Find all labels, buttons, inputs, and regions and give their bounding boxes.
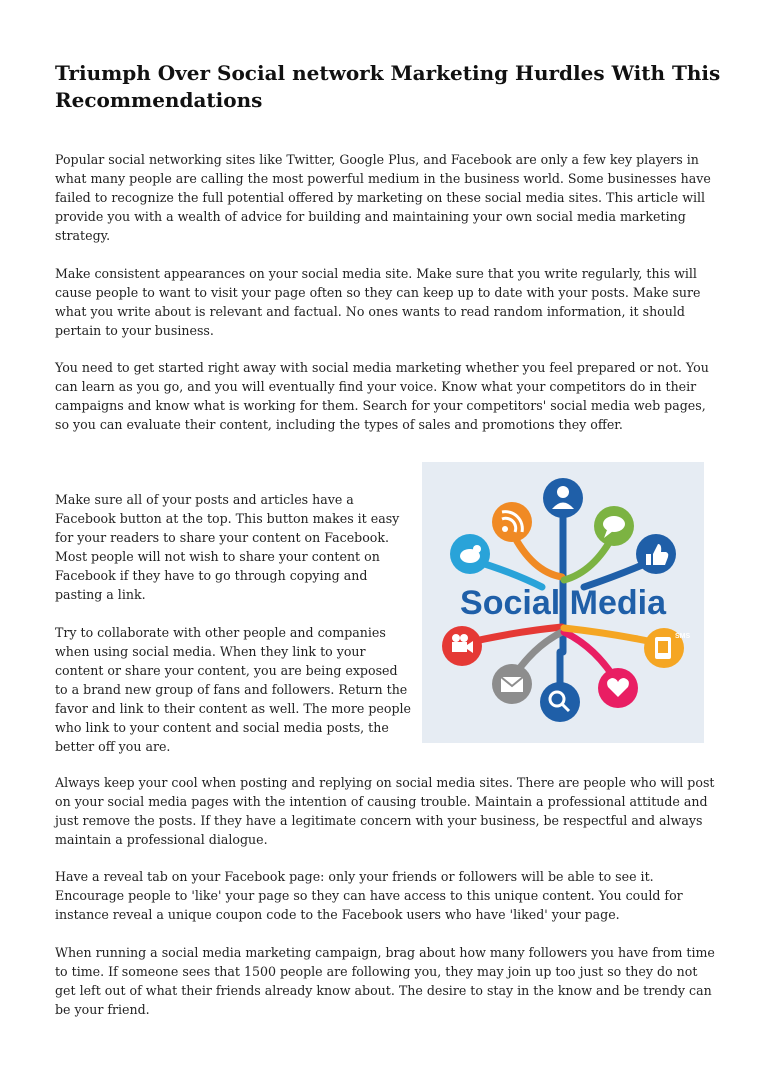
social-media-graphic [422,462,704,743]
chat-icon [594,506,634,546]
search-icon [540,682,580,722]
image-headline: Social Media [460,584,666,622]
sms-badge: SMS [675,633,691,640]
paragraph-5: Try to collaborate with other people and companies when using social media. When they link to your content or share your content, you are being exposed to a brand new group of fans and followers. Return the favor and link to their content as well. The more people who link to your content and social media posts, the better off you are. [55,625,412,754]
paragraph-8: When running a social media marketing campaign, brag about how many followers you have from time to time. If someone sees that 1500 people are following you, they may join up too just so they do not get left out of what their friends already know about. The desire to stay in the know and be trendy can be your friend. [55,945,715,1017]
paragraph-4: Make sure all of your posts and articles have a Facebook button at the top. This button makes it easy for your readers to share your content on Facebook. Most people will not wish to share your content on Facebook if they have to go through copying and pasting a link. [55,492,400,602]
paragraph-2: Make consistent appearances on your social media site. Make sure that you write regularly, this will cause people to want to visit your page often so they can keep up to date with your posts. Make sure what you write about is relevant and factual. No ones wants to read random information, it should pertain to your business. [55,266,701,338]
heart-icon [598,668,638,708]
sms-icon [644,628,691,668]
paragraph-6: Always keep your cool when posting and replying on social media sites. There are people who will post on your social media pages with the intention of causing trouble. Maintain a professional attitude and just remove the posts. If they have a legitimate concern with your business, be respectful and always maintain a professional dialogue. [55,775,715,847]
article-title: Triumph Over Social network Marketing Hurdles With This Recommendations [55,61,721,112]
video-camera-icon [442,626,482,666]
mail-icon [492,664,532,704]
paragraph-7: Have a reveal tab on your Facebook page: only your friends or followers will be able to see it. Encourage people to 'like' your page so they can have access to this unique content. You could for instance reveal a unique coupon code to the Facebook users who have 'liked' your page. [55,869,683,922]
paragraph-3: You need to get started right away with social media marketing whether you feel prepared or not. You can learn as you go, and you will eventually find your voice. Know what your competitors do in their campaigns and know what is working for them. Search for your competitors' social media web pages, so you can evaluate their content, including the types of sales and promotions they offer. [55,360,709,432]
user-icon [543,478,583,518]
social-media-illustration [422,462,704,743]
rss-icon [492,502,532,542]
paragraph-1: Popular social networking sites like Twitter, Google Plus, and Facebook are only a few key players in what many people are calling the most powerful medium in the business world. Some businesses have failed to recognize the full potential offered by marketing on these social media sites. This article will provide you with a wealth of advice for building and maintaining your own social media marketing strategy. [55,152,711,243]
like-icon [636,534,676,574]
bird-icon [450,534,490,574]
